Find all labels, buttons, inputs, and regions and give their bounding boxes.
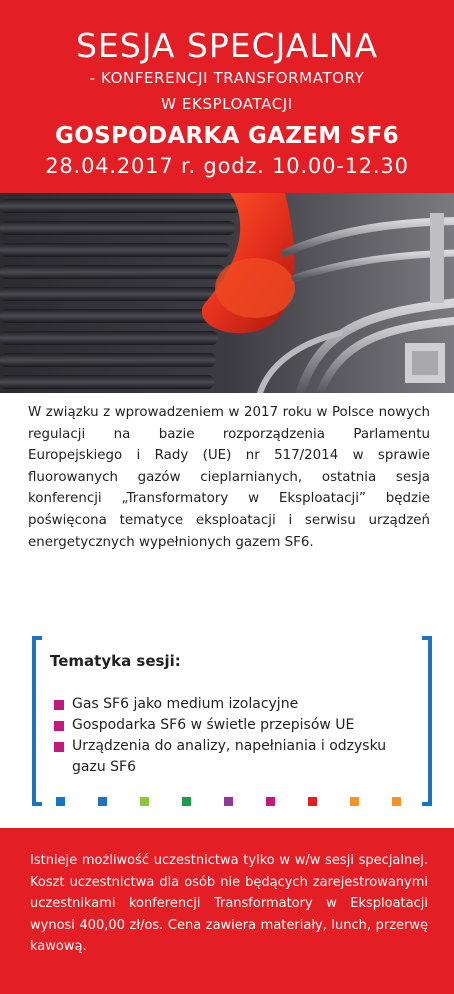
color-square [182, 797, 191, 806]
participation-info: Istnieje możliwość uczestnictwa tylko w w/w sesji specjalnej. Koszt uczestnictwa dla osób nie będących zarejestrowanymi uczestnikami konferencji Transformatory w Eksploatacji wynosi 400,00 zł/os. Cena zawiera materiały, lunch, przerwę kawową. [30, 853, 428, 954]
transformer-illustration [0, 193, 454, 393]
session-topic: GOSPODARKA GAZEM SF6 [55, 123, 399, 149]
color-square [98, 797, 107, 806]
color-square [392, 797, 401, 806]
right-bracket [422, 636, 432, 806]
cooling-fins [0, 199, 240, 389]
list-item: Gas SF6 jako medium izolacyjne [54, 694, 414, 715]
list-item: Urządzenia do analizy, napełniania i odzysku gazu SF6 [54, 736, 414, 778]
square-bullet-icon [54, 700, 64, 710]
transformer-photo [0, 193, 454, 393]
subtitle-line-2: W EKSPLOATACJI [161, 95, 293, 113]
subtitle-line-1: - KONFERENCJI TRANSFORMATORY [89, 69, 365, 87]
footer-banner [0, 828, 454, 994]
color-square [350, 797, 359, 806]
color-square [56, 797, 65, 806]
color-square [140, 797, 149, 806]
header-banner [0, 0, 454, 193]
color-square [266, 797, 275, 806]
list-item: Gospodarka SF6 w świetle przepisów UE [54, 715, 414, 736]
square-bullet-icon [54, 742, 64, 752]
session-date: 28.04.2017 r. godz. 10.00-12.30 [45, 154, 409, 178]
topics-title: Tematyka sesji: [50, 652, 181, 670]
topics-box [32, 636, 432, 806]
intro-paragraph: W związku z wprowadzeniem w 2017 roku w Polsce nowych regulacji na bazie rozporządzenia Parlamentu Europejskiego i Rady (UE) nr 517/2014 w sprawie fluorowanych gazów cieplarnianych, ostatnia sesja konferencji „Transformatory w Eksploatacji” będzie poświęcona tematyce eksploatacji i serwisu urządzeń energetycznych wypełnionych gazem SF6. [28, 405, 430, 550]
page-title: SESJA SPECJALNA [75, 26, 379, 65]
left-bracket [32, 636, 42, 806]
color-squares-row [56, 797, 408, 807]
topics-list [54, 694, 414, 778]
color-square [308, 797, 317, 806]
color-square [224, 797, 233, 806]
square-bullet-icon [54, 721, 64, 731]
